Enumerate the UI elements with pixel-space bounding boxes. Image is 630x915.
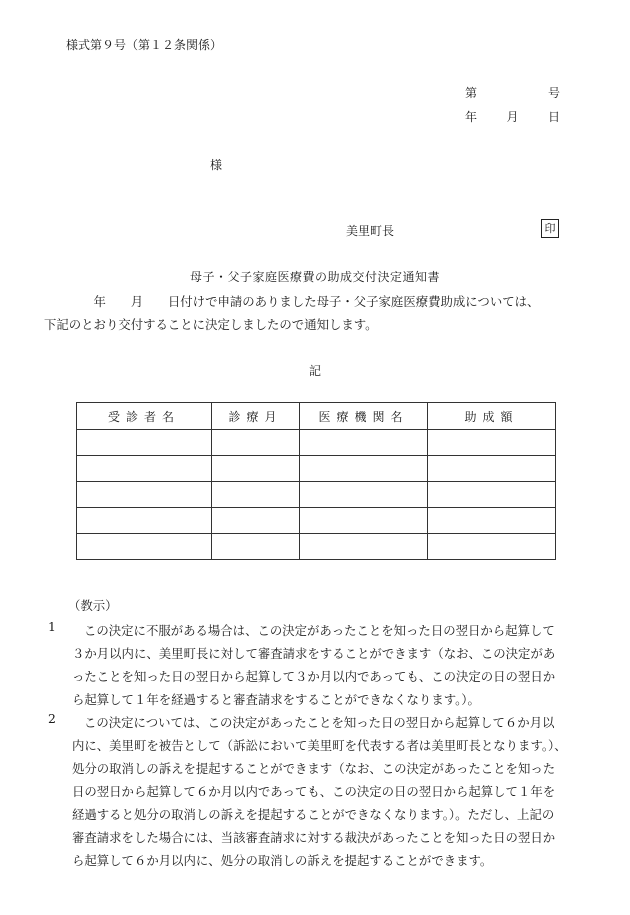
header-subsidy-amount: 助成額 xyxy=(428,403,556,430)
table-cell[interactable] xyxy=(212,430,300,456)
note-item-1 xyxy=(40,619,600,711)
note-2-line-2: 内に、美里町を被告として（訴訟において美里町を代表する者は美里町長となります。）、 xyxy=(72,738,567,753)
note-number: 2 xyxy=(48,711,56,726)
table-row xyxy=(77,482,556,508)
table-cell[interactable] xyxy=(428,456,556,482)
seal-stamp: 印 xyxy=(541,219,559,238)
table-cell[interactable] xyxy=(300,508,428,534)
body-line-2: 下記のとおり交付することに決定しましたので通知します。 xyxy=(44,317,378,332)
note-item-2 xyxy=(40,711,600,872)
header-treatment-month: 診療月 xyxy=(212,403,300,430)
body-line-1: 年 月 日付けで申請のありました母子・父子家庭医療費助成については、 xyxy=(44,294,540,309)
note-2-line-4: 日の翌日から起算して６か月以内であっても、この決定の日の翌日から起算して１年を xyxy=(72,784,556,799)
table-cell[interactable] xyxy=(428,430,556,456)
header-patient-name: 受診者名 xyxy=(77,403,212,430)
recipient-line: 様 xyxy=(210,158,223,172)
number-suffix: 号 xyxy=(547,86,560,100)
table-cell[interactable] xyxy=(428,534,556,560)
note-2-line-3: 処分の取消しの訴えを提起することができます（なお、この決定があったことを知った xyxy=(72,761,556,776)
date-day-label: 日 xyxy=(547,110,560,124)
note-2-line-1: この決定については、この決定があったことを知った日の翌日から起算して６か月以 xyxy=(84,715,555,730)
note-2-line-7: ら起算して６か月以内に、処分の取消しの訴えを提起することができます。 xyxy=(72,853,493,868)
table-cell[interactable] xyxy=(300,482,428,508)
number-prefix: 第 xyxy=(465,86,478,100)
note-2-line-5: 経過すると処分の取消しの訴えを提起することができなくなります。）。ただし、上記の xyxy=(72,807,555,822)
document-number-row xyxy=(465,84,560,101)
table-row xyxy=(77,534,556,560)
issue-date-row xyxy=(465,108,560,125)
table-cell[interactable] xyxy=(300,430,428,456)
notes-heading: （教示） xyxy=(68,598,118,613)
document-title: 母子・父子家庭医療費の助成交付決定通知書 xyxy=(189,270,440,284)
table-cell[interactable] xyxy=(77,430,212,456)
note-1-line-4: ら起算して１年を経過すると審査請求をすることができなくなります。）。 xyxy=(72,692,480,707)
note-1-line-2: ３か月以内に、美里町長に対して審査請求をすることができます（なお、この決定があ xyxy=(72,646,556,661)
table-cell[interactable] xyxy=(212,482,300,508)
note-number: 1 xyxy=(48,619,56,634)
table-cell[interactable] xyxy=(428,508,556,534)
ki-heading: 記 xyxy=(308,364,321,378)
table-cell[interactable] xyxy=(300,534,428,560)
note-1-line-3: ったことを知った日の翌日から起算して３か月以内であっても、この決定の日の翌日か xyxy=(72,669,556,684)
table-cell[interactable] xyxy=(212,456,300,482)
table-cell[interactable] xyxy=(212,534,300,560)
header-institution-name: 医療機関名 xyxy=(300,403,428,430)
note-1-line-1: この決定に不服がある場合は、この決定があったことを知った日の翌日から起算して xyxy=(84,623,555,638)
table-cell[interactable] xyxy=(300,456,428,482)
date-year-label: 年 xyxy=(465,110,478,124)
table-header-row xyxy=(77,403,556,430)
table-row xyxy=(77,456,556,482)
subsidy-table xyxy=(76,402,556,560)
table-cell[interactable] xyxy=(428,482,556,508)
issuer-name: 美里町長 xyxy=(346,224,395,238)
table-row xyxy=(77,430,556,456)
table-cell[interactable] xyxy=(212,508,300,534)
date-month-label: 月 xyxy=(506,110,519,124)
table-cell[interactable] xyxy=(77,456,212,482)
table-cell[interactable] xyxy=(77,482,212,508)
table-row xyxy=(77,508,556,534)
table-cell[interactable] xyxy=(77,508,212,534)
form-label: 様式第９号（第１２条関係） xyxy=(66,38,223,52)
table-cell[interactable] xyxy=(77,534,212,560)
instruction-notes xyxy=(40,592,600,872)
note-2-line-6: 審査請求をした場合には、当該審査請求に対する裁決があったことを知った日の翌日か xyxy=(72,830,556,845)
